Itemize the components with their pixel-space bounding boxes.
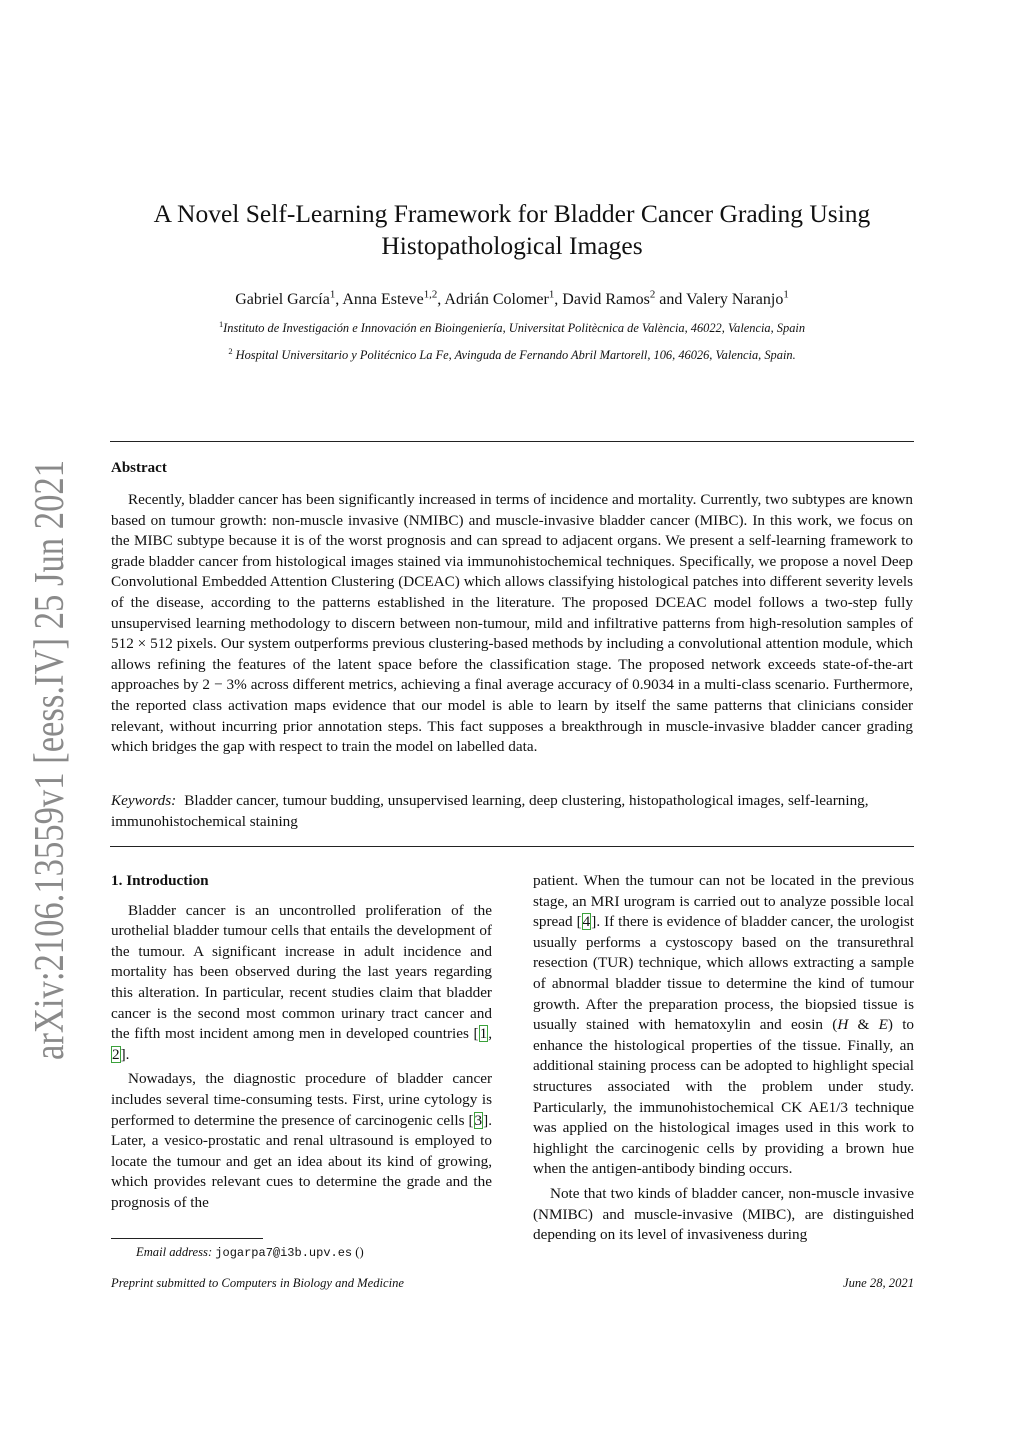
author-affiliation-sup: 2	[649, 288, 656, 301]
keywords-label: Keywords:	[111, 792, 177, 809]
author-separator: ,	[335, 291, 343, 308]
arxiv-id-text: arXiv:2106.13559v1 [eess.IV] 25 Jun 2021	[27, 455, 73, 1060]
abstract-math-range: 2 − 3%	[202, 676, 247, 694]
footnote-rule	[111, 1238, 263, 1239]
citation-link[interactable]: 4	[582, 913, 591, 931]
author-affiliation-sup: 1,2	[423, 288, 438, 301]
author-affiliation-sup: 1	[783, 288, 789, 301]
author-separator: ,	[437, 291, 445, 308]
abstract-bottom-rule	[110, 846, 914, 847]
paragraph-text: Bladder cancer is an uncontrolled proliferation of the urothelial bladder tumour cells that entails the development of the tumour. A significant increase in adult incidence and mortality has been observed during the last years regarding this alteration. In particular, recent studies claim that bladder cancer is the second most common urinary tract cancer and the fifth most incident among men in developed countries [	[111, 901, 492, 1043]
citation-link[interactable]: 3	[474, 1111, 483, 1129]
affiliation-2	[110, 347, 914, 363]
keywords	[111, 791, 913, 832]
paragraph-text: Nowadays, the diagnostic procedure of bladder cancer includes several time-consuming tests. First, urine cytology is performed to determine the presence of carcinogenic cells [	[111, 1070, 492, 1129]
left-column	[111, 871, 492, 1214]
paragraph-text: ].	[120, 1045, 130, 1063]
abstract-top-rule	[110, 441, 914, 442]
paragraph-text: Note that two kinds of bladder cancer, non-muscle invasive (NMIBC) and muscle-invasive (MIBC), are distinguished depending on its level of invasiveness during	[533, 1184, 914, 1244]
affiliation-text: Hospital Universitario y Politécnico La Fe, Avinguda de Fernando Abril Martorell, 106, 46026, Valencia, Spain.	[232, 348, 796, 362]
footer-journal: Preprint submitted to Computers in Biology and Medicine	[111, 1276, 405, 1290]
author-name: Anna Esteve	[342, 291, 424, 308]
footnote-suffix: ()	[352, 1245, 364, 1259]
intro-paragraph-3	[533, 871, 914, 1180]
paragraph-text: ]. Later, a vesico-prostatic and renal ultrasound is employed to locate the tumour and get an idea about its kind of growing, which provides relevant cues to determine the grade and the prognosis of the	[111, 1111, 492, 1211]
affiliation-text: Instituto de Investigación e Innovación en Bioingeniería, Universitat Politècnica de València, 46022, Valencia, Spain	[223, 321, 806, 335]
affiliation-sup: 2	[228, 345, 233, 356]
author-name: Adrián Colomer	[444, 291, 549, 308]
intro-paragraph-2	[111, 1069, 492, 1213]
right-column	[533, 871, 914, 1246]
section-heading-introduction: 1. Introduction	[111, 872, 209, 889]
footnote-label: Email address:	[136, 1245, 213, 1259]
math-symbol: E	[878, 1016, 888, 1034]
intro-paragraph-1: Bladder cancer is an uncontrolled proliferation of the urothelial bladder tumour cells that entails the development of the tumour. A significant increase in adult incidence and mortality has been observed during the last years regarding this alteration. In particular, recent studies claim that bladder cancer is the second most common urinary tract cancer and the fifth most incident among men in developed countries [1, 2].	[111, 901, 492, 1063]
intro-paragraph-4	[533, 1184, 914, 1246]
paragraph-text: ) to enhance the histological properties of the tissue. Finally, an additional staining process can be adopted to highlight special structures associated with the problem under study. Particularly, the immunohistochemical CK AE1/3 technique was applied on the histological images used in this work to highlight the carcinogenic cells by providing a brown hue when the antigen-antibody binding occurs.	[533, 1016, 915, 1178]
footnote-email-link[interactable]: jogarpa7@i3b.upv.es	[215, 1246, 353, 1260]
footer-date: June 28, 2021	[843, 1276, 914, 1290]
author-affiliation-sup: 1	[329, 288, 336, 301]
abstract-heading: Abstract	[111, 460, 167, 476]
title-line-2: Histopathological Images	[381, 231, 643, 260]
paragraph-text: &	[848, 1016, 879, 1034]
author-name: David Ramos	[562, 291, 650, 308]
affiliation-sup: 1	[218, 318, 224, 329]
author-name: Valery Naranjo	[686, 291, 784, 308]
title-line-1: A Novel Self-Learning Framework for Bladder Cancer Grading Using	[153, 199, 871, 228]
keywords-text: Bladder cancer, tumour budding, unsupervised learning, deep clustering, histopathological images, self-learning, immunohistochemical staining	[111, 792, 869, 830]
abstract-text-part: across different metrics, achieving a final average accuracy of 0.9034 in a multi-class scenario. Furthermore, the reported class activation maps evidence that our model is able to learn by itself the same patterns that clinicians consider relevant, without incurring prior annotation steps. This fact supposes a breakthrough in muscle-invasive bladder cancer grading which bridges the gap with respect to train the model on labelled data.	[111, 676, 914, 756]
author-separator: and	[655, 291, 687, 308]
citation-link[interactable]: 2	[112, 1045, 120, 1063]
author-list	[110, 290, 914, 310]
citation-link[interactable]: 1	[479, 1025, 488, 1043]
author-name: Gabriel García	[235, 291, 330, 308]
paragraph-text: patient. When the tumour can not be located in the previous stage, an MRI urogram is carried out to analyze possible local spread [	[533, 872, 914, 931]
affiliation-1	[110, 320, 914, 336]
arxiv-identifier-sidebar	[8, 455, 84, 1065]
author-affiliation-sup: 1	[548, 288, 555, 301]
paragraph-text: ]. If there is evidence of bladder cancer, the urologist usually performs a cystoscopy based on the transurethral resection (TUR) technique, which allows extracting a sample of abnormal bladder tissue to determine the kind of tumour growth. After the preparation process, the biopsied tissue is usually stained with hematoxylin and eosin (	[533, 913, 914, 1034]
abstract-text-part: Recently, bladder cancer has been significantly increased in terms of incidence and mortality. Currently, two subtypes are known based on tumour growth: non-muscle invasive (NMIBC) and muscle-invasive bladder cancer (MIBC). In this work, we focus on the MIBC subtype because it is of the worst prognosis and can spread to adjacent organs. We present a self-learning framework to grade bladder cancer from histological images stained via immunohistochemical techniques. Specifically, we propose a novel Deep Convolutional Embedded Attention Clustering (DCEAC) which allows classifying histological patches into different severity levels of the disease, according to the patterns established in the literature. The proposed DCEAC model follows a two-step fully unsupervised learning methodology to discern between non-tumour, mild and infiltrative patterns from high-resolution samples of 512 × 512 pixels. Our system outperforms previous clustering-based methods by including a convolutional attention module, which allows refining the features of the latent space before the classification stage. The proposed network exceeds state-of-the-art approaches by	[111, 491, 913, 694]
paper-title	[110, 198, 914, 262]
author-separator: ,	[554, 291, 563, 308]
math-symbol: H	[837, 1016, 849, 1034]
footnote	[136, 1244, 364, 1261]
abstract-body	[111, 490, 913, 758]
